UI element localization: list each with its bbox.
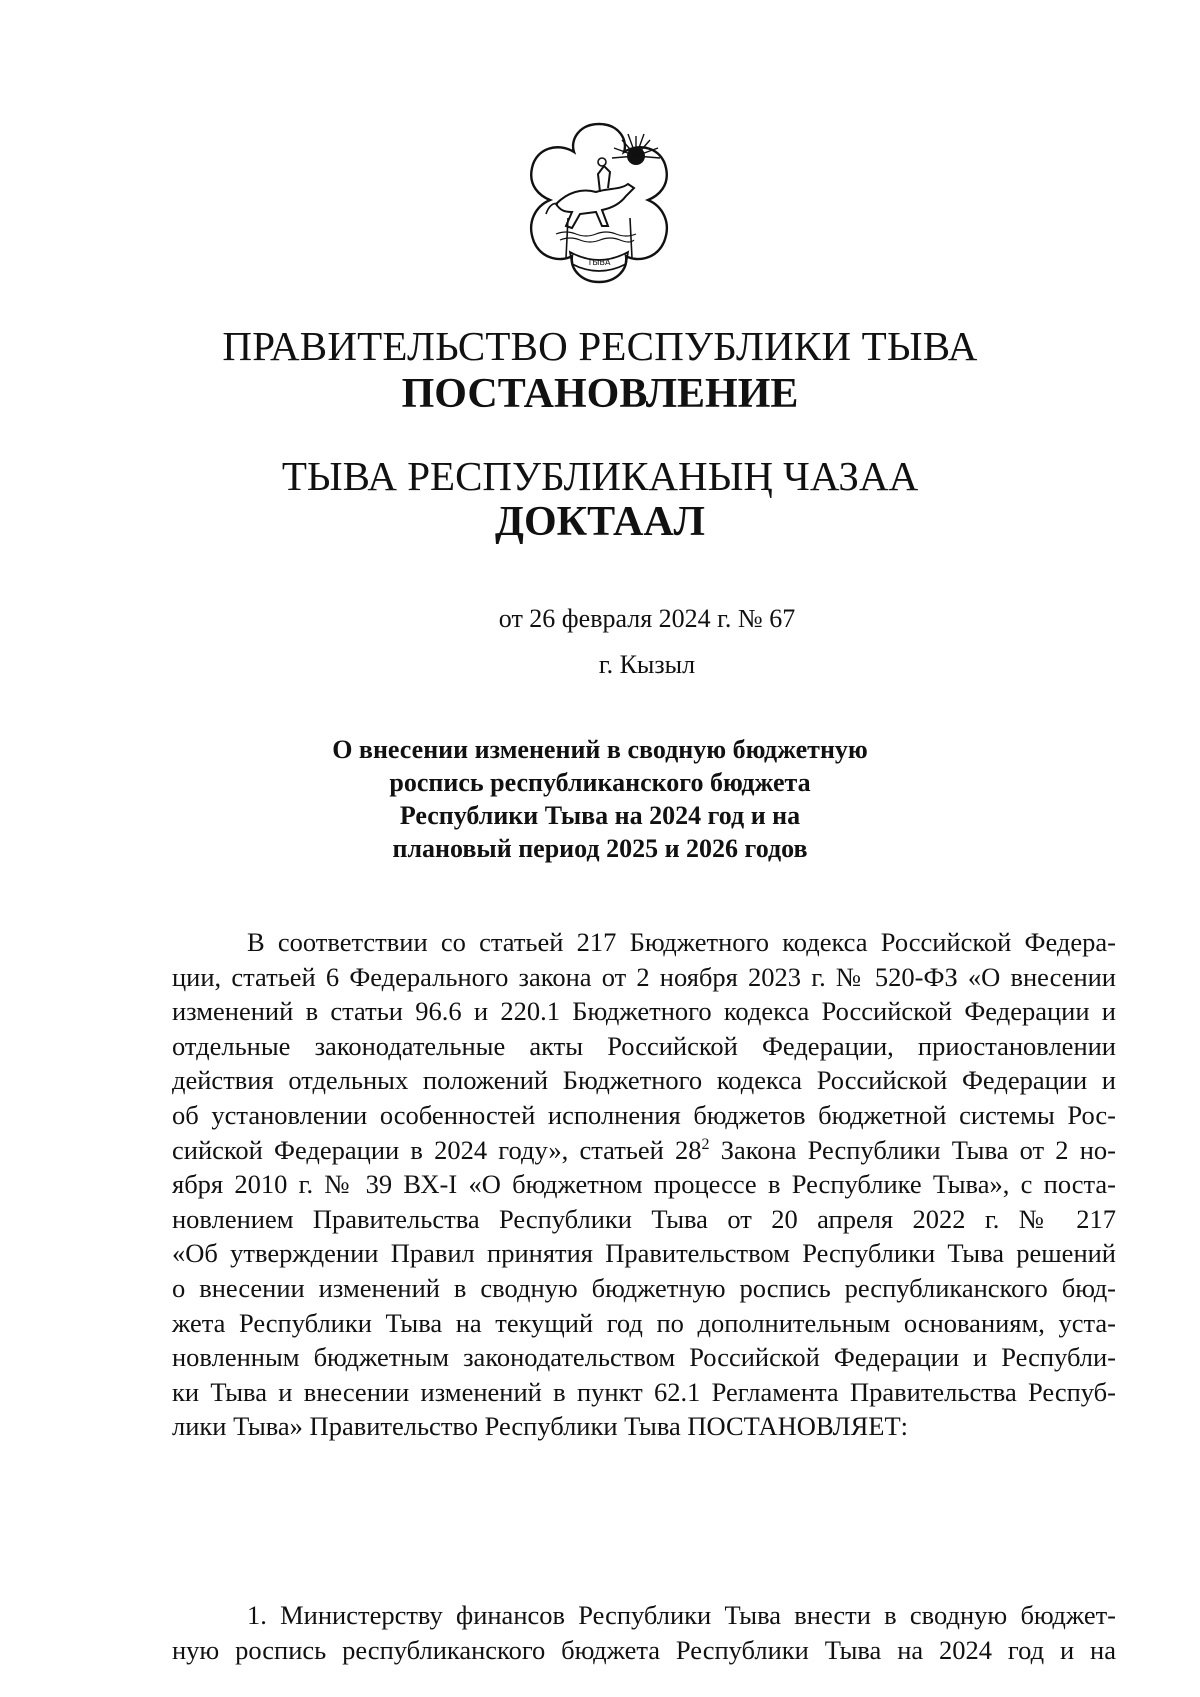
text-line: 1. Министерству финансов Республики Тыва внести в сводную бюджет- xyxy=(247,1600,1116,1630)
document-type-title: ПОСТАНОВЛЕНИЕ xyxy=(401,371,799,417)
government-title: ПРАВИТЕЛЬСТВО РЕСПУБЛИКИ ТЫВА xyxy=(222,323,978,369)
clause-1-paragraph xyxy=(172,1598,1116,1667)
text-line: о внесении изменений в сводную бюджетную роспись республиканского бюд- xyxy=(172,1272,1116,1303)
text-line: ки Тыва и внесении изменений в пункт 62.1 Регламента Правительства Респуб- xyxy=(172,1376,1116,1407)
text-line xyxy=(172,1133,1116,1168)
text-line: об установлении особенностей исполнения бюджетов бюджетной системы Рос- xyxy=(172,1099,1116,1130)
text-line: ную роспись республиканского бюджета Республики Тыва на 2024 год и на xyxy=(172,1634,1116,1665)
city: г. Кызыл xyxy=(598,650,696,679)
subject-line: плановый период 2025 и 2026 годов xyxy=(392,834,808,863)
subject-line: Республики Тыва на 2024 год и на xyxy=(399,801,801,830)
text-fragment: сийской Федерации в 2024 году», статьей 28 xyxy=(172,1134,702,1165)
text-line: действия отдельных положений Бюджетного кодекса Российской Федерации и xyxy=(172,1065,1116,1096)
document-type-title-tyvan: ДОКТААЛ xyxy=(495,499,705,545)
superscript: 2 xyxy=(701,1135,710,1153)
government-title-tyvan: ТЫВА РЕСПУБЛИКАНЫҢ ЧАЗАА xyxy=(281,453,919,499)
text-fragment: Закона Республики Тыва от 2 но- xyxy=(709,1134,1116,1165)
preamble-paragraph xyxy=(172,925,1116,1444)
text-line: новленным бюджетным законодательством Российской Федерации и Республи- xyxy=(172,1342,1116,1373)
text-line: «Об утверждении Правил принятия Правительством Республики Тыва решений xyxy=(172,1238,1116,1269)
subject-line: О внесении изменений в сводную бюджетную xyxy=(332,735,868,764)
text-line: жета Республики Тыва на текущий год по дополнительным основаниям, уста- xyxy=(172,1307,1116,1338)
emblem-inscription: ТЫВА xyxy=(587,258,611,267)
text-line: В соответствии со статьей 217 Бюджетного кодекса Российской Федера- xyxy=(247,927,1116,957)
date-number: от 26 февраля 2024 г. № 67 xyxy=(498,604,796,633)
text-line: лики Тыва» Правительство Республики Тыва ПОСТАНОВЛЯЕТ: xyxy=(172,1411,908,1442)
text-line: отдельные законодательные акты Российской Федерации, приостановлении xyxy=(172,1030,1116,1061)
text-line: изменений в статьи 96.6 и 220.1 Бюджетного кодекса Российской Федерации и xyxy=(172,996,1116,1027)
text-line: ции, статьей 6 Федерального закона от 2 ноября 2023 г. № 520-ФЗ «О внесении xyxy=(172,961,1116,992)
text-line: новлением Правительства Республики Тыва от 20 апреля 2022 г. № 217 xyxy=(172,1203,1116,1234)
subject-line: роспись республиканского бюджета xyxy=(389,768,811,797)
document-subject xyxy=(0,733,1200,865)
text-line: ября 2010 г. № 39 ВХ-I «О бюджетном процессе в Республике Тыва», с поста- xyxy=(172,1169,1116,1200)
tuva-coat-of-arms-icon xyxy=(516,118,682,284)
